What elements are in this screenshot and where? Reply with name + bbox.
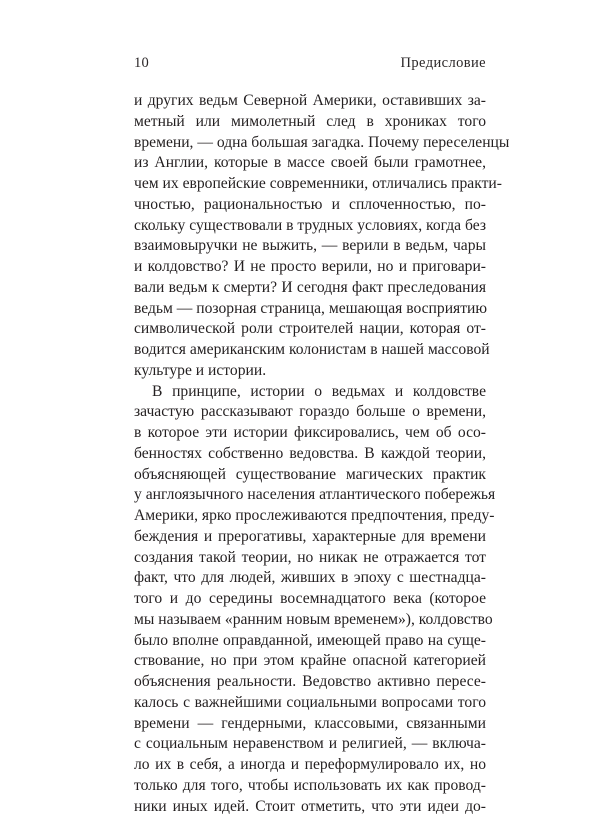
text-line: чем их европейские современники, отличались практи- bbox=[134, 174, 486, 195]
text-line: и колдовство? И не просто верили, но и приговари- bbox=[134, 257, 486, 278]
text-line: времени — гендерными, классовыми, связанными bbox=[134, 714, 486, 735]
text-line: бенностях собственно ведовства. В каждой теории, bbox=[134, 444, 486, 465]
text-line: мы называем «ранним новым временем»), колдовство bbox=[134, 610, 486, 631]
text-line: с социальным неравенством и религией, — включа- bbox=[134, 734, 486, 755]
paragraph-2 bbox=[134, 382, 486, 817]
text-line: ствование, но при этом крайне опасной категорией bbox=[134, 651, 486, 672]
text-line: у англоязычного населения атлантического побережья bbox=[134, 485, 486, 506]
text-line: зачастую рассказывают гораздо больше о времени, bbox=[134, 402, 486, 423]
text-line: создания такой теории, но никак не отражается тот bbox=[134, 548, 486, 569]
body-text bbox=[134, 91, 486, 817]
text-line: беждения и прерогативы, характерные для времени bbox=[134, 527, 486, 548]
text-line: ведьм — позорная страница, мешающая восприятию bbox=[134, 299, 486, 320]
text-line: того и до середины восемнадцатого века (которое bbox=[134, 589, 486, 610]
running-head bbox=[134, 55, 486, 75]
text-line: времени, — одна большая загадка. Почему переселенцы bbox=[134, 133, 486, 154]
text-line: в которое эти истории фиксировались, чем об осо- bbox=[134, 423, 486, 444]
text-line: метный или мимолетный след в хрониках того bbox=[134, 112, 486, 133]
text-line: из Англии, которые в массе своей были грамотнее, bbox=[134, 153, 486, 174]
text-line: символической роли строителей нации, которая от- bbox=[134, 319, 486, 340]
text-line: В принципе, истории о ведьмах и колдовстве bbox=[134, 382, 486, 403]
text-line: чностью, рациональностью и сплоченностью, по- bbox=[134, 195, 486, 216]
text-line: взаимовыручки не выжить, — верили в ведьм, чары bbox=[134, 236, 486, 257]
page-number: 10 bbox=[134, 55, 149, 72]
text-line: калось с важнейшими социальными вопросами того bbox=[134, 693, 486, 714]
text-line: Америки, ярко прослеживаются предпочтения, преду- bbox=[134, 506, 486, 527]
text-line: ло их в себя, а иногда и переформулировало их, но bbox=[134, 755, 486, 776]
text-line: факт, что для людей, живших в эпоху с шестнадца- bbox=[134, 568, 486, 589]
section-title: Предисловие bbox=[401, 55, 486, 72]
text-line: объяснения реальности. Ведовство активно пересе- bbox=[134, 672, 486, 693]
text-line: вали ведьм к смерти? И сегодня факт преследования bbox=[134, 278, 486, 299]
text-line: только для того, чтобы использовать их как провод- bbox=[134, 776, 486, 797]
text-line: было вполне оправданной, имеющей право на суще- bbox=[134, 631, 486, 652]
text-line: водится американским колонистам в нашей массовой bbox=[134, 340, 486, 361]
text-line: культуре и истории. bbox=[134, 361, 486, 382]
text-line: скольку существовали в трудных условиях, когда без bbox=[134, 216, 486, 237]
text-line: объясняющей существование магических практик bbox=[134, 465, 486, 486]
text-line: ники иных идей. Стоит отметить, что эти идеи до- bbox=[134, 797, 486, 817]
paragraph-1 bbox=[134, 91, 486, 382]
text-line: и других ведьм Северной Америки, оставивших за- bbox=[134, 91, 486, 112]
